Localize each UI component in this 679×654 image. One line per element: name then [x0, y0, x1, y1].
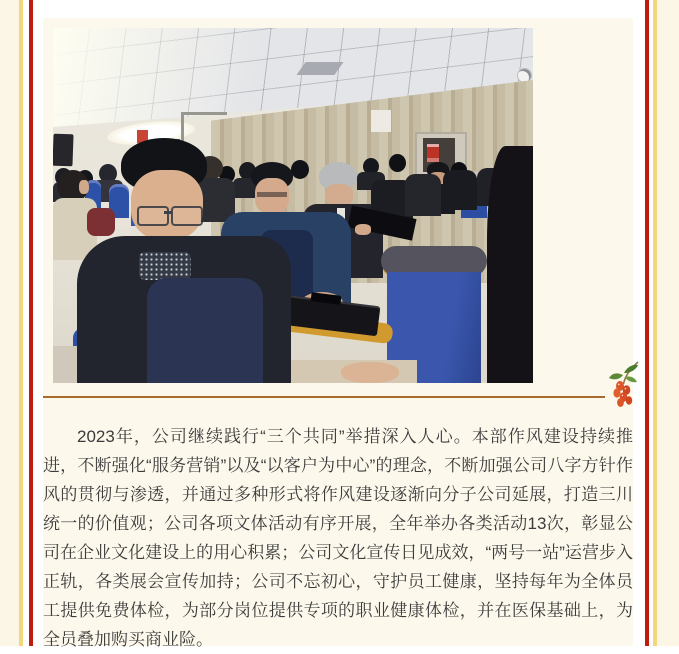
photo-floor [53, 346, 77, 383]
meeting-photo[interactable] [53, 28, 533, 383]
photo-person [443, 170, 477, 210]
photo-wall-pipe [181, 112, 227, 115]
photo-person [405, 174, 441, 216]
left-cream-margin [0, 0, 19, 646]
right-gold-stripe [653, 0, 657, 646]
photo-speaker [53, 134, 74, 167]
photo-person [325, 184, 353, 206]
article-paragraph: 2023年，公司继续践行“三个共同”举措深入人心。本部作风建设持续推进，不断强化“服务营销”以及“以客户为中心”的理念，不断加强公司八字方针作风的贯彻与渗透，并通过多种形式将作风建设逐渐向分子公司延展，打造三川统一的价值观；公司各项文体活动有序开展，全年举办各类活动13次，彰显公司在企业文化建设上的用心积累；公司文化宣传日见成效，“两号一站”运营步入正轨，各类展会宣传加持；公司不忘初心，守护员工健康，坚持每年为全体员工提供免费体检，为部分岗位提供专项的职业健康体检，并在医保基础上，为全员叠加购买商业险。 [43, 427, 633, 649]
photo-person [389, 154, 406, 172]
photo-glasses [171, 206, 203, 226]
goji-berry-icon [608, 360, 640, 408]
left-gold-stripe [19, 0, 23, 646]
article-body [43, 422, 633, 654]
photo-person [355, 224, 371, 235]
content-panel [43, 18, 633, 649]
photo-person [87, 208, 115, 236]
photo-person [131, 170, 203, 240]
right-red-stripe [645, 0, 649, 646]
photo-person [291, 160, 309, 179]
photo-person [139, 252, 191, 280]
photo-poster-emblem [427, 144, 439, 162]
photo-glasses [257, 192, 287, 197]
left-red-stripe [29, 0, 33, 646]
right-cream-margin [657, 0, 679, 646]
photo-person [79, 180, 89, 194]
photo-person [147, 278, 263, 383]
photo-person [341, 362, 399, 383]
photo-glasses [164, 211, 172, 214]
photo-wall-box [371, 110, 391, 132]
photo-glasses [137, 206, 169, 226]
section-divider [43, 396, 605, 398]
photo-person [487, 146, 533, 383]
